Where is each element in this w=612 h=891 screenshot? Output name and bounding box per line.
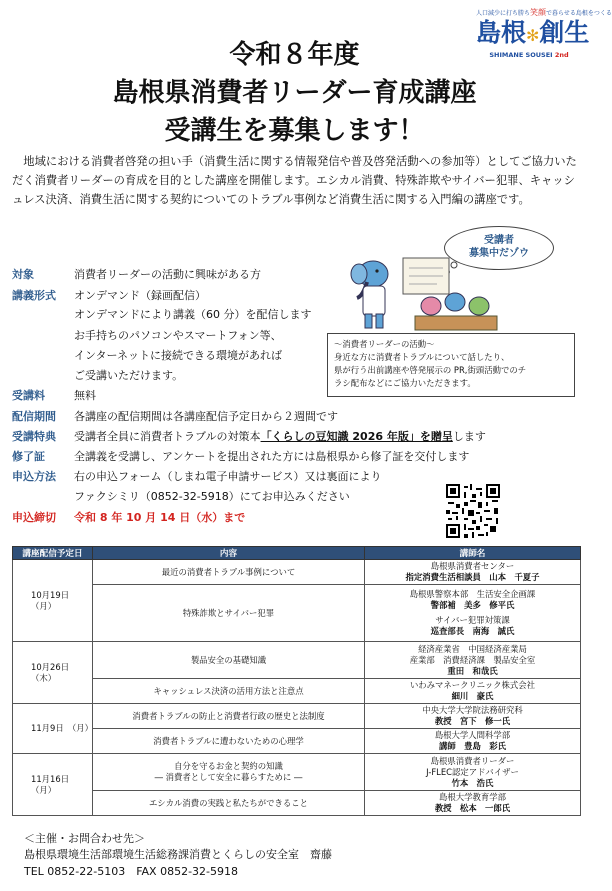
qr-code-icon[interactable] [446,484,500,538]
table-row [13,679,581,704]
box-title: ～消費者リーダーの活動～ [334,339,435,349]
intro-paragraph: 地域における消費者啓発の担い手（消費生活に関する情報発信や普及啓発活動への参加等）としてご協力いただく消費者リーダーの育成を目的とした講座を開催します。エシカル消費、特殊詐欺やサイバー犯罪、キャッシュレス決済、消費生活に関する契約についてのトラブル事例など消費生活に関する入門編の講座です。 [12,155,577,207]
benefit-book: 「くらしの豆知識 2026 年版」を贈呈 [260,430,453,443]
deadline-value: 令和 8 年 10 月 14 日（水）まで [74,511,246,524]
title-main: 島根県消費者リーダー育成講座 [112,78,477,108]
schedule-table [12,546,581,816]
box-line1: 身近な方に消費者トラブルについて話したり、 [334,352,510,362]
table-header-row [13,547,581,560]
box-line2: 県が行う出前講座や啓発展示の PR,街頭活動でのチ [334,365,527,375]
footer-organization: 島根県環境生活部環境生活総務課消費とくらしの安全室 齋藤 [24,848,332,861]
fee-label: 受講料 [12,389,45,402]
footer-contact: TEL 0852-22-5103 FAX 0852-32-5918 [24,865,239,878]
lecturer-cell: 中央大学大学院法務研究科 教授 宮下 修一氏 [365,704,581,729]
content-cell: 消費者トラブルの防止と消費者行政の歴史と法制度 [93,704,365,729]
table-row [13,704,581,729]
format-value-4: インターネットに接続できる環境があれば [74,349,283,362]
apply-value-2: ファクシミリ（0852-32-5918）にてお申込みください [74,490,350,503]
period-label: 配信期間 [12,410,56,423]
bubble-line1: 受講者 [484,235,514,246]
table-row [13,729,581,754]
lecturer-cell: 島根大学人間科学部 講師 豊島 彩氏 [365,729,581,754]
date-cell: 11月9日 （月） [13,704,93,754]
content-cell: 自分を守るお金と契約の知識 ― 消費者として安全に暮らすために ― [93,754,365,791]
lecturer-cell: いわみマネークリニック株式会社 細川 豪氏 [365,679,581,704]
table-row [13,585,581,642]
benefit-label: 受講特典 [12,430,56,443]
certificate-value: 全講義を受講し、アンケートを提出された方には島根県から修了証を交付します [74,450,470,463]
logo-subtitle: SHIMANE SOUSEI 2nd [489,51,569,59]
lecturer-cell: 島根県警察本部 生活安全企画課 警部補 美多 修平氏 サイバー犯罪対策課 巡査部長 南海 誠氏 [365,585,581,642]
format-value-1: オンデマンド（録画配信） [74,289,206,302]
table-row [13,642,581,679]
table-row [13,754,581,791]
target-label: 対象 [12,268,34,281]
content-cell: 製品安全の基礎知識 [93,642,365,679]
logo-star-icon: ✻ [526,26,540,45]
lecturer-cell: 島根大学教育学部 教授 松本 一郎氏 [365,791,581,816]
box-line3: ラシ配布などにご協力いただきます。 [334,378,476,388]
date-cell: 10月26日（木） [13,642,93,704]
format-value-2: オンデマンドにより講義（60 分）を配信します [74,308,312,321]
content-cell: 最近の消費者トラブル事例について [93,560,365,585]
format-value-3: お手持ちのパソコンやスマートフォン等、 [74,329,282,342]
content-cell: キャッシュレス決済の活用方法と注意点 [93,679,365,704]
benefit-value: 受講者全員に消費者トラブルの対策本「くらしの豆知識 2026 年版」を贈呈します [74,430,486,443]
period-value: 各講座の配信期間は各講座配信予定日から２週間です [74,410,338,423]
apply-value-1: 右の申込フォーム（しまね電子申請サービス）又は裏面により [74,470,382,483]
title-year: 令和８年度 [229,40,360,70]
format-label: 講義形式 [12,289,56,302]
content-cell: 消費者トラブルに遭わないための心理学 [93,729,365,754]
col-header-lecturer: 講師名 [365,547,581,560]
table-row [13,791,581,816]
col-header-content: 内容 [93,547,365,560]
elephant-illustration [345,252,505,336]
footer-heading: ＜主催・お問合わせ先＞ [24,832,145,845]
date-cell: 11月16日（月） [13,754,93,816]
date-cell: 10月19日（月） [13,560,93,642]
target-value: 消費者リーダーの活動に興味がある方 [74,268,261,281]
logo-tagline: 人口減少に打ち勝ち笑顔で暮らせる島根をつくる [476,8,612,17]
content-cell: 特殊詐欺とサイバー犯罪 [93,585,365,642]
logo-wordmark: 島根✻創生 [476,18,590,47]
fee-value: 無料 [74,389,96,402]
lecturer-cell: 島根県消費者リーダー J-FLEC認定アドバイザー 竹本 浩氏 [365,754,581,791]
lecturer-cell: 島根県消費者センター 指定消費生活相談員 山本 千夏子 [365,560,581,585]
table-row [13,560,581,585]
apply-label: 申込方法 [12,470,56,483]
leader-activity-box [327,333,575,397]
title-recruit: 受講生を募集します！ [164,116,425,146]
certificate-label: 修了証 [12,450,45,463]
col-header-date: 講座配信予定日 [13,547,93,560]
lecturer-cell: 経済産業省 中国経済産業局 産業部 消費経済課 製品安全室 重田 和哉氏 [365,642,581,679]
bubble-line2: 募集中だゾウ [469,248,529,259]
content-cell: エシカル消費の実践と私たちができること [93,791,365,816]
deadline-label: 申込締切 [12,511,56,524]
format-value-5: ご受講いただけます。 [74,369,184,382]
